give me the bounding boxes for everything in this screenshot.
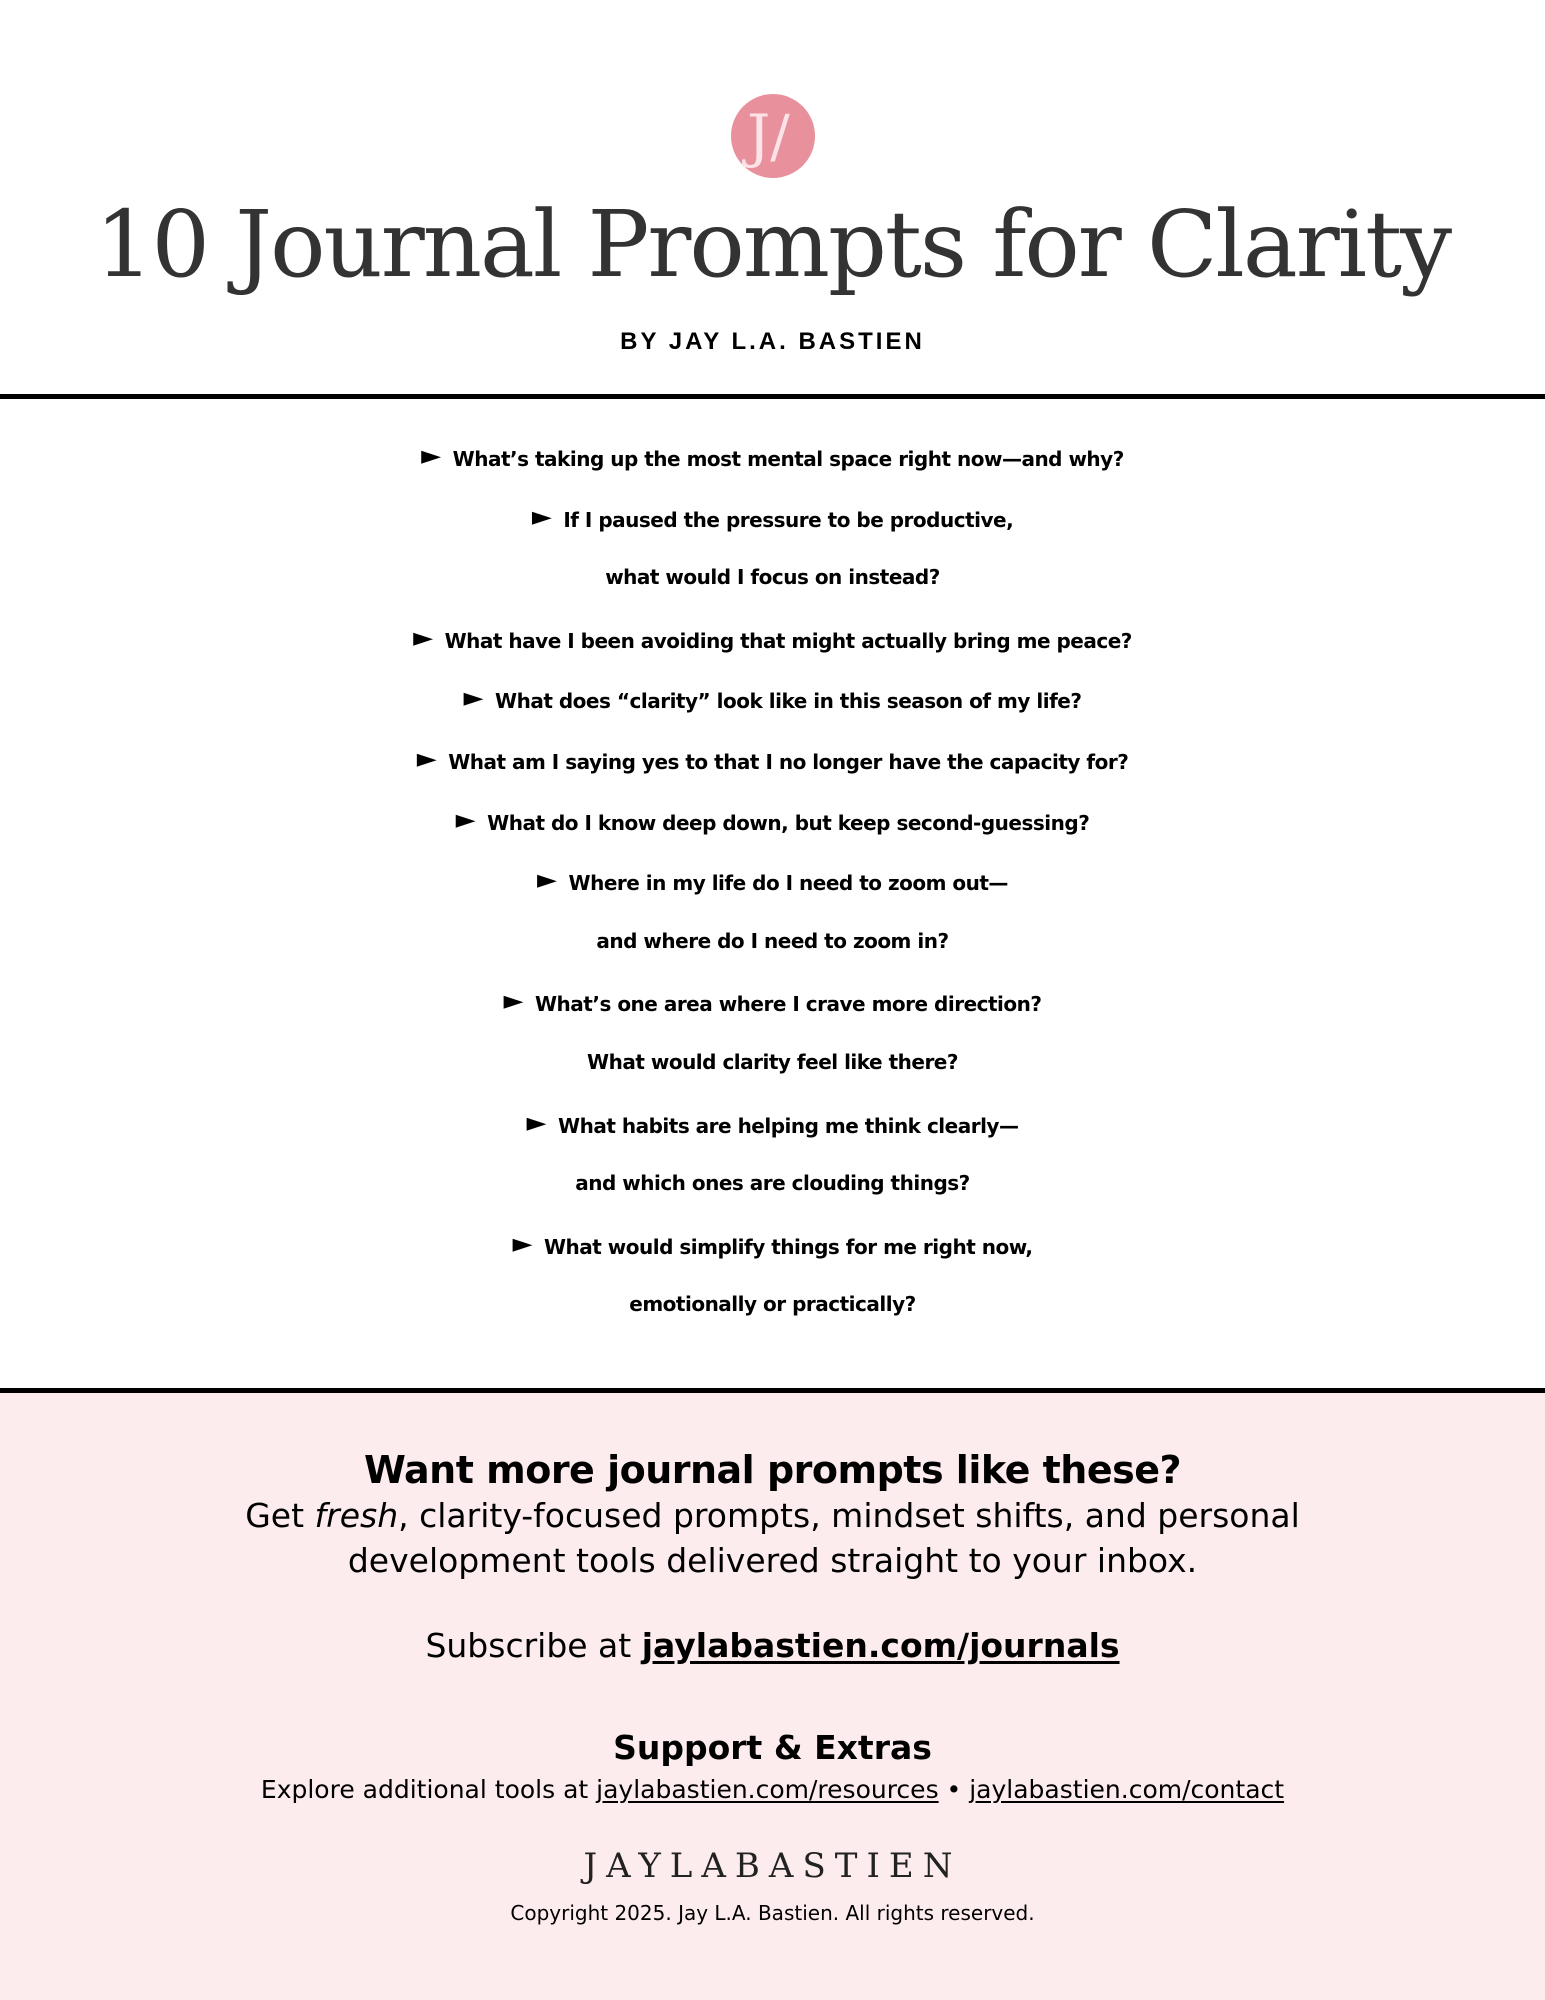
- prompt-line: [0, 487, 1545, 548]
- prompt-line: [0, 668, 1545, 729]
- prompt-line: [0, 1093, 1545, 1154]
- support-heading: Support & Extras: [613, 1728, 932, 1767]
- page-title: 10 Journal Prompts for Clarity: [94, 191, 1451, 298]
- prompt-text: What would simplify things for me right now,: [543, 1234, 1033, 1259]
- support-line: [0, 1772, 1545, 1808]
- contact-link[interactable]: jaylabastien.com/contact: [969, 1775, 1285, 1804]
- prompt-line: [0, 911, 1545, 972]
- prompt-line: [0, 1032, 1545, 1093]
- prompt-text: What does “clarity” look like in this season of my life?: [495, 689, 1082, 714]
- page-header: [0, 0, 1545, 396]
- top-divider: [0, 394, 1545, 399]
- logo-monogram: J/: [747, 102, 790, 170]
- bullet-arrow-icon: ►: [503, 986, 523, 1017]
- subscribe-line: [0, 1624, 1545, 1668]
- prompt-line: [0, 1214, 1545, 1275]
- prompt-text: What habits are helping me think clearly—: [558, 1113, 1019, 1138]
- prompt-text: and which ones are clouding things?: [575, 1171, 970, 1196]
- prompt-text: What do I know deep down, but keep second-guessing?: [487, 810, 1090, 835]
- bullet-arrow-icon: ►: [463, 683, 484, 714]
- prompt-text: what would I focus on instead?: [605, 565, 940, 590]
- prompt-line: [0, 426, 1545, 487]
- cta-heading: Want more journal prompts like these?: [363, 1448, 1182, 1492]
- subscribe-label: Subscribe at: [425, 1626, 642, 1665]
- prompt-line: [0, 1274, 1545, 1335]
- prompt-text: Where in my life do I need to zoom out—: [568, 871, 1008, 896]
- cta-line-1-start: Get: [245, 1496, 315, 1535]
- logo-icon: [721, 86, 821, 182]
- prompt-line: [0, 971, 1545, 1032]
- support-label: Explore additional tools at: [260, 1775, 597, 1804]
- bullet-arrow-icon: ►: [421, 441, 441, 471]
- prompt-list: [0, 426, 1545, 1335]
- prompt-line: [0, 790, 1545, 851]
- prompt-text: If I paused the pressure to be productive,: [563, 507, 1014, 532]
- prompt-line: [0, 850, 1545, 911]
- copyright-notice: Copyright 2025. Jay L.A. Bastien. All rights reserved.: [510, 1901, 1035, 1925]
- brand-wordmark: JAYLABASTIEN: [583, 1846, 962, 1886]
- prompt-line: [0, 547, 1545, 608]
- prompt-text: What am I saying yes to that I no longer have the capacity for?: [448, 749, 1129, 774]
- prompt-text: What would clarity feel like there?: [587, 1049, 958, 1074]
- bullet-arrow-icon: ►: [531, 501, 552, 532]
- prompt-line: [0, 1153, 1545, 1214]
- bullet-arrow-icon: ►: [413, 622, 433, 653]
- subscribe-link[interactable]: jaylabastien.com/journals: [641, 1626, 1120, 1665]
- cta-line-1: [0, 1493, 1545, 1538]
- prompt-text: emotionally or practically?: [629, 1292, 916, 1317]
- prompt-text: What’s taking up the most mental space right now—and why?: [452, 447, 1124, 471]
- bullet-arrow-icon: ►: [526, 1107, 547, 1138]
- bullet-arrow-icon: ►: [455, 804, 476, 835]
- resources-link[interactable]: jaylabastien.com/resources: [596, 1775, 939, 1804]
- link-separator: •: [938, 1775, 970, 1804]
- prompt-text: and where do I need to zoom in?: [596, 928, 949, 953]
- cta-line-1-end: , clarity-focused prompts, mindset shifts, and personal: [398, 1496, 1300, 1535]
- cta-emphasis: fresh: [314, 1496, 399, 1535]
- bullet-arrow-icon: ►: [416, 743, 437, 774]
- bullet-arrow-icon: ►: [512, 1228, 532, 1259]
- cta-description: [0, 1493, 1545, 1583]
- cta-line-2: development tools delivered straight to your inbox.: [347, 1541, 1198, 1580]
- prompt-text: What have I been avoiding that might actually bring me peace?: [444, 628, 1132, 653]
- newsletter-footer: [0, 1393, 1545, 2000]
- prompt-line: [0, 729, 1545, 790]
- prompt-text: What’s one area where I crave more direction?: [535, 992, 1042, 1017]
- author-byline: BY JAY L.A. BASTIEN: [620, 328, 925, 355]
- bullet-arrow-icon: ►: [537, 865, 557, 896]
- prompt-line: [0, 608, 1545, 669]
